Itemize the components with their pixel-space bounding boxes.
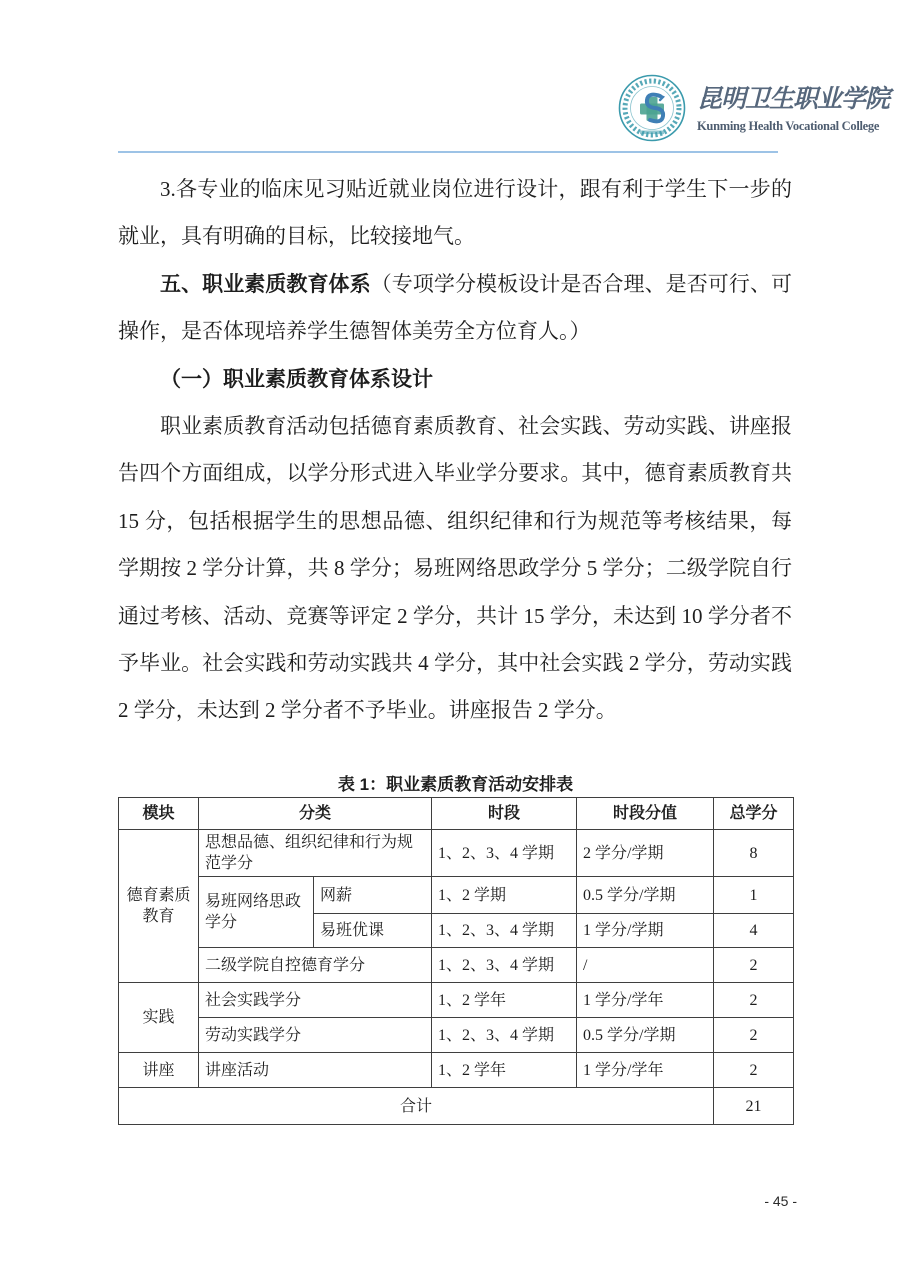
cell-total: 1 xyxy=(714,877,794,914)
cell-category: 二级学院自控德育学分 xyxy=(199,948,432,983)
cell-value: 1 学分/学年 xyxy=(577,983,714,1018)
paragraph-clinical-internship: 3.各专业的临床见习贴近就业岗位进行设计，跟有利于学生下一步的就业，具有明确的目标，比较接地气。 xyxy=(118,177,792,249)
cell-value: 2 学分/学期 xyxy=(577,830,714,877)
cell-category: 易班优课 xyxy=(314,914,432,948)
college-name-block xyxy=(697,82,889,134)
cell-period: 1、2 学期 xyxy=(432,877,577,914)
cell-category: 劳动实践学分 xyxy=(199,1018,432,1053)
table-row xyxy=(119,1018,794,1053)
summary-total: 21 xyxy=(714,1088,794,1125)
subsection-heading: （一）职业素质教育体系设计 xyxy=(160,367,433,391)
credit-schedule-table xyxy=(118,797,794,1125)
college-name-en: Kunming Health Vocational College xyxy=(697,119,880,133)
summary-label: 合计 xyxy=(119,1088,714,1125)
cell-value: 0.5 学分/学期 xyxy=(577,877,714,914)
college-name-zh: 昆明卫生职业学院 xyxy=(697,84,890,113)
cell-category: 讲座活动 xyxy=(199,1053,432,1088)
cell-period: 1、2、3、4 学期 xyxy=(432,830,577,877)
table-row xyxy=(119,1053,794,1088)
table-summary-row xyxy=(119,1088,794,1125)
module-practice: 实践 xyxy=(119,983,199,1053)
header-category: 分类 xyxy=(199,798,432,830)
cell-period: 1、2、3、4 学期 xyxy=(432,1018,577,1053)
module-lecture: 讲座 xyxy=(119,1053,199,1088)
cell-period: 1、2、3、4 学期 xyxy=(432,914,577,948)
cell-value: 1 学分/学期 xyxy=(577,914,714,948)
cell-value: 0.5 学分/学期 xyxy=(577,1018,714,1053)
table-row xyxy=(119,830,794,877)
cell-period: 1、2 学年 xyxy=(432,1053,577,1088)
module-moral-education: 德育素质教育 xyxy=(119,830,199,983)
document-body xyxy=(118,166,792,735)
table-row xyxy=(119,948,794,983)
cell-value: / xyxy=(577,948,714,983)
table-row xyxy=(119,877,794,914)
cell-value: 1 学分/学年 xyxy=(577,1053,714,1088)
paragraph-credit-description: 职业素质教育活动包括德育素质教育、社会实践、劳动实践、讲座报告四个方面组成，以学分形式进入毕业学分要求。其中，德育素质教育共 15 分，包括根据学生的思想品德、组织纪律和行为规范等考核结果，每学期按 2 学分计算，共 8 学分；易班网络思政学分 5 学分；二级学院自行通过考核、活动、竞赛等评定 2 学分，共计 15 学分，未达到 10 学分者不予毕业。社会实践和劳动实践共 4 学分，其中社会实践 2 学分，劳动实践 2 学分，未达到 2 学分者不予毕业。讲座报告 2 学分。 xyxy=(118,414,792,723)
header-period: 时段 xyxy=(432,798,577,830)
cell-total: 8 xyxy=(714,830,794,877)
header-value: 时段分值 xyxy=(577,798,714,830)
cell-total: 4 xyxy=(714,914,794,948)
cell-period: 1、2 学年 xyxy=(432,983,577,1018)
header-total: 总学分 xyxy=(714,798,794,830)
cell-total: 2 xyxy=(714,983,794,1018)
cell-total: 2 xyxy=(714,1053,794,1088)
cell-total: 2 xyxy=(714,1018,794,1053)
table-row xyxy=(119,983,794,1018)
cell-category-group-yiban: 易班网络思政学分 xyxy=(199,877,314,948)
cell-category: 网薪 xyxy=(314,877,432,914)
table-header-row xyxy=(119,798,794,830)
cell-period: 1、2、3、4 学期 xyxy=(432,948,577,983)
college-header xyxy=(618,74,889,142)
section5-note: （专项学分模板设计是否合理、是否可行、可操作，是否体现培养学生德智体美劳全方位育人。） xyxy=(118,271,793,344)
header-divider-line xyxy=(118,151,778,153)
table-caption: 表 1：职业素质教育活动安排表 xyxy=(337,775,574,794)
page-number: - 45 - xyxy=(764,1193,797,1209)
college-seal-icon xyxy=(618,74,686,142)
header-module: 模块 xyxy=(119,798,199,830)
paragraph-section5-heading xyxy=(118,261,792,356)
cell-category: 社会实践学分 xyxy=(199,983,432,1018)
cell-total: 2 xyxy=(714,948,794,983)
section5-title: 五、职业素质教育体系 xyxy=(160,272,371,296)
cell-category: 思想品德、组织纪律和行为规范学分 xyxy=(199,830,432,877)
